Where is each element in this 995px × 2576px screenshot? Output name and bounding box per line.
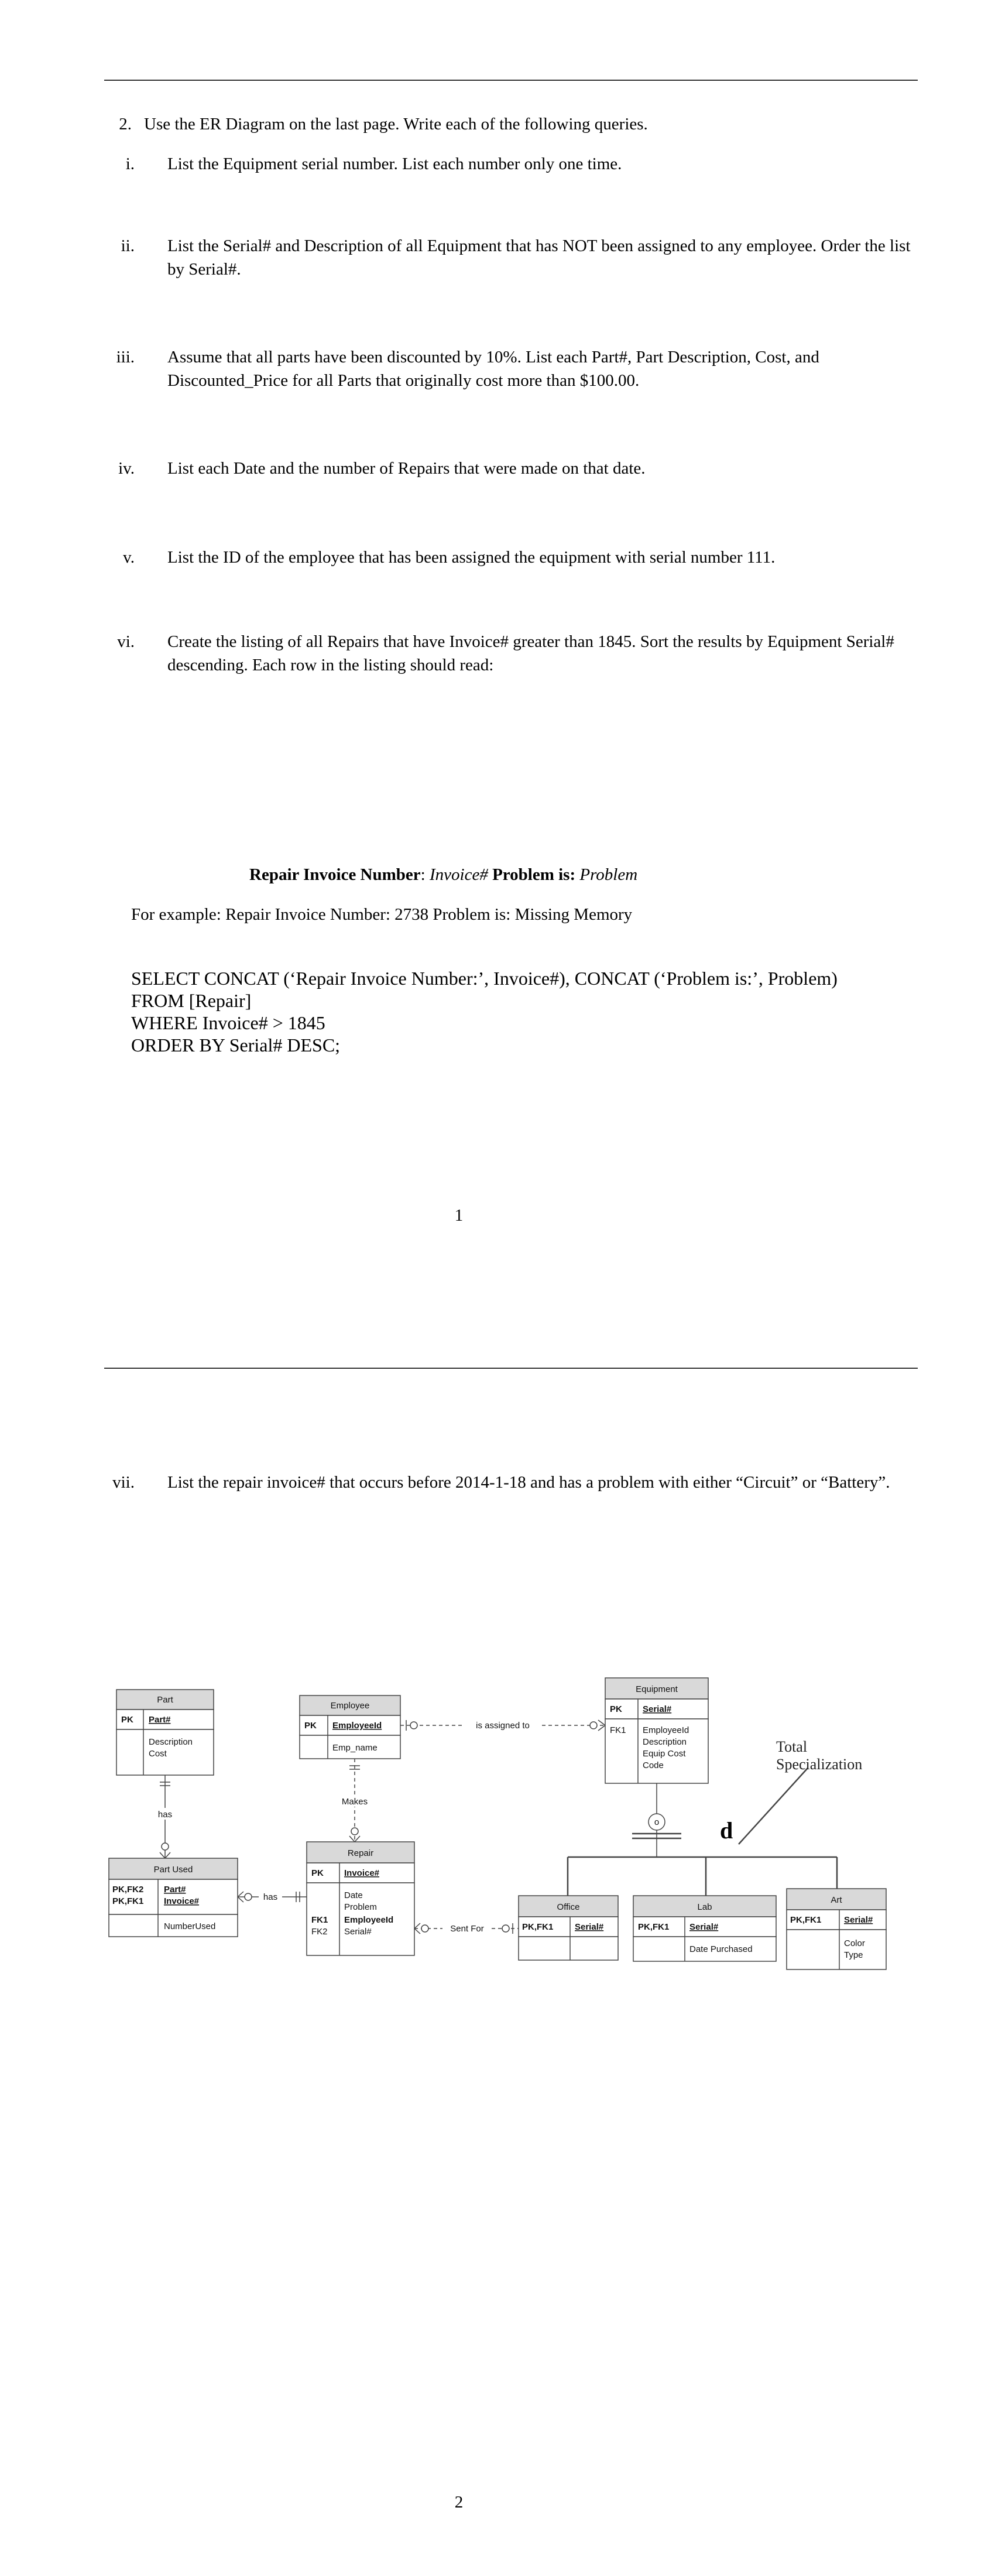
repair-attr-problem: Problem [344,1902,377,1912]
part-attr-cost: Cost [149,1749,167,1759]
total-spec-line2: Specialization [776,1756,863,1773]
equipment-attr-cost: Equip Cost [643,1749,686,1759]
item-ii-text: List the Serial# and Description of all Equipment that has NOT been assigned to any employee. Order the list by Serial#. [167,237,911,279]
format-var-problem: Problem [579,865,638,884]
equipment-attr-description: Description [643,1737,687,1747]
item-vi-number: vi. [117,632,135,651]
equipment-pk: PK [610,1704,622,1714]
part-pk: PK [121,1715,133,1725]
part-key: Part# [149,1715,171,1725]
er-diagram [0,1663,995,2143]
example-line: For example: Repair Invoice Number: 2738 Problem is: Missing Memory [131,905,633,924]
employee-key: EmployeeId [332,1721,382,1731]
part-used-attr-number: NumberUsed [164,1921,216,1931]
art-key: Serial# [844,1915,873,1925]
repair-key: Invoice# [344,1868,380,1878]
equipment-title: Equipment [636,1684,678,1694]
format-var-invoice: Invoice# [429,865,488,884]
employee-attr-name: Emp_name [332,1743,378,1753]
disjoint-d: d [720,1817,733,1844]
item-iv-text: List each Date and the number of Repairs that were made on that date. [167,459,646,478]
total-spec-line1: Total [776,1738,808,1755]
page2-top-rule [104,1368,918,1369]
format-label-problem: Problem is: [488,865,580,884]
item-iii-number: iii. [116,348,135,366]
office-pk: PK,FK1 [522,1922,554,1932]
q2-text: Use the ER Diagram on the last page. Write each of the following queries. [144,115,648,133]
part-used-key-1: Part# [164,1885,186,1895]
equipment-attr-code: Code [643,1760,664,1770]
format-line [249,863,637,886]
sql-line-select: SELECT CONCAT (‘Repair Invoice Number:’, Invoice#), CONCAT (‘Problem is:’, Problem) [131,968,838,989]
q2-number: 2. [119,115,132,133]
repair-fk2: FK2 [311,1927,328,1937]
rel-label-has-part: has [157,1810,173,1820]
part-title: Part [157,1695,173,1705]
sql-line-order: ORDER BY Serial# DESC; [131,1034,341,1056]
office-title: Office [557,1902,580,1912]
item-vii-number: vii. [112,1473,135,1492]
rel-label-has-repair: has [263,1892,278,1902]
equipment-attr-employeeid: EmployeeId [643,1725,689,1735]
equipment-fk: FK1 [610,1725,626,1735]
item-v-text: List the ID of the employee that has been assigned the equipment with serial number 111. [167,548,776,567]
page2-number: 2 [454,2493,464,2512]
page1-top-rule [104,80,918,81]
lab-pk: PK,FK1 [638,1922,670,1932]
employee-pk: PK [304,1721,317,1731]
sql-block [131,967,838,1056]
item-vii-text: List the repair invoice# that occurs before 2014-1-18 and has a problem with either “Circuit” or “Battery”. [167,1473,890,1492]
item-v-number: v. [123,548,135,567]
circle-overlap-symbol: o [654,1817,660,1827]
repair-title: Repair [347,1848,374,1858]
page1-number: 1 [454,1206,464,1225]
item-i-number: i. [125,155,135,173]
format-label-invoice: Repair Invoice Number [249,865,421,884]
lab-attr-date: Date Purchased [689,1944,753,1954]
rel-label-makes: Makes [341,1797,368,1807]
art-attr-type: Type [844,1950,863,1960]
rel-label-assigned: is assigned to [476,1721,530,1731]
sql-line-from: FROM [Repair] [131,990,252,1011]
item-iv-number: iv. [118,459,135,478]
item-ii-number: ii. [121,237,135,255]
equipment-key: Serial# [643,1704,672,1714]
repair-fk-serial: Serial# [344,1927,372,1937]
employee-title: Employee [330,1701,370,1711]
repair-fk-employeeid: EmployeeId [344,1915,394,1925]
repair-fk1: FK1 [311,1915,328,1925]
item-vi-text: Create the listing of all Repairs that have Invoice# greater than 1845. Sort the results by Equipment Serial# descending. Each row in the listing should read: [167,632,894,674]
rel-label-sent-for: Sent For [450,1924,484,1934]
format-colon: : [420,865,430,884]
art-attr-color: Color [844,1938,865,1948]
item-i-text: List the Equipment serial number. List each number only one time. [167,155,622,173]
lab-key: Serial# [689,1922,719,1932]
sql-line-where: WHERE Invoice# > 1845 [131,1012,325,1033]
part-used-key-label-1: PK,FK2 [112,1885,144,1895]
specialization-hierarchy [568,1768,837,1896]
item-iii-text: Assume that all parts have been discounted by 10%. List each Part#, Part Description, Cost, and Discounted_Price for all Parts that originally cost more than $100.00. [167,348,819,390]
office-key: Serial# [575,1922,604,1932]
repair-pk: PK [311,1868,324,1878]
part-used-title: Part Used [153,1865,193,1875]
part-used-key-label-2: PK,FK1 [112,1896,144,1906]
repair-attr-date: Date [344,1890,363,1900]
part-attr-description: Description [149,1737,193,1747]
lab-title: Lab [697,1902,712,1912]
part-used-key-2: Invoice# [164,1896,200,1906]
art-pk: PK,FK1 [790,1915,822,1925]
art-title: Art [831,1895,842,1905]
